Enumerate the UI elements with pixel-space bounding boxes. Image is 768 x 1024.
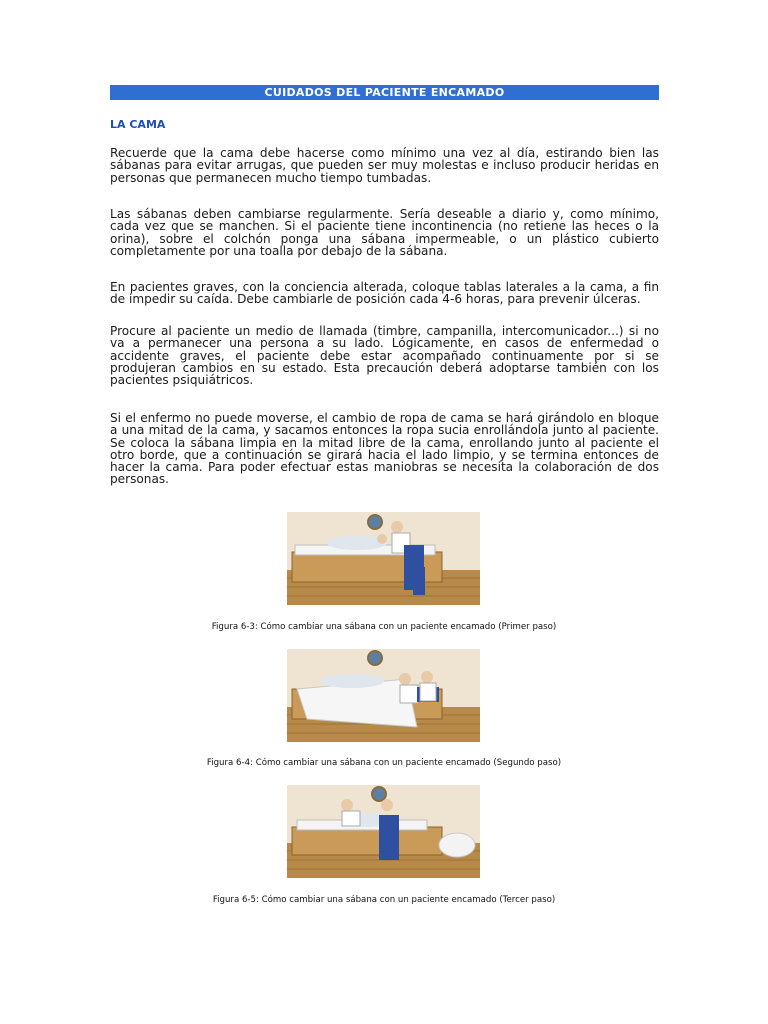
paragraph-2: Las sábanas deben cambiarse regularmente. Sería deseable a diario y, como mínimo, cada vez que se manchen. Si el paciente tiene incontinencia (no retiene las heces o la orina), sobre el colchón ponga una sábana impermeable, o un plástico cubierto completamente por una toalla por debajo de la sábana. [110, 207, 659, 258]
figure-6-3-caption: Figura 6-3: Cómo cambiar una sábana con un paciente encamado (Primer paso) [211, 622, 557, 632]
paragraph-5: Si el enfermo no puede moverse, el cambio de ropa de cama se hará girándolo en bloque a una mitad de la cama, y sacamos entonces la ropa sucia enrollándola junto al paciente. Se coloca la sábana limpia en la mitad libre de la cama, enrollando junto al paciente el otro borde, que a continuación se girará hacia el lado limpio, y se termina entonces de hacer la cama. Para poder efectuar estas maniobras se necesita la colaboración de dos personas. [110, 411, 659, 487]
paragraph-4: Procure al paciente un medio de llamada (timbre, campanilla, intercomunicador...) si no va a permanecer una persona a su lado. Lógicamente, en casos de enfermedad o accidente graves, el paciente debe estar acompañado continuamente por si se produjeran cambios en su estado. Esta precaución deberá adoptarse también con los pacientes psiquiátricos. [110, 324, 659, 388]
paragraph-3: En pacientes graves, con la conciencia alterada, coloque tablas laterales a la cama, a fin de impedir su caída. Debe cambiarle de posición cada 4-6 horas, para prevenir úlceras. [110, 280, 659, 307]
page-title: CUIDADOS DEL PACIENTE ENCAMADO [110, 85, 659, 100]
figure-6-5-illustration [287, 785, 480, 878]
figure-6-5-caption: Figura 6-5: Cómo cambiar una sábana con un paciente encamado (Tercer paso) [212, 895, 556, 905]
paragraph-1: Recuerde que la cama debe hacerse como mínimo una vez al día, estirando bien las sábanas para evitar arrugas, que pueden ser muy molestas e incluso producir heridas en personas que permanecen mucho tiempo tumbadas. [110, 146, 659, 185]
section-heading: LA CAMA [110, 118, 166, 131]
figure-6-3-illustration [287, 512, 480, 605]
figure-6-4-caption: Figura 6-4: Cómo cambiar una sábana con un paciente encamado (Segundo paso) [206, 758, 562, 768]
figure-6-4-illustration [287, 649, 480, 742]
